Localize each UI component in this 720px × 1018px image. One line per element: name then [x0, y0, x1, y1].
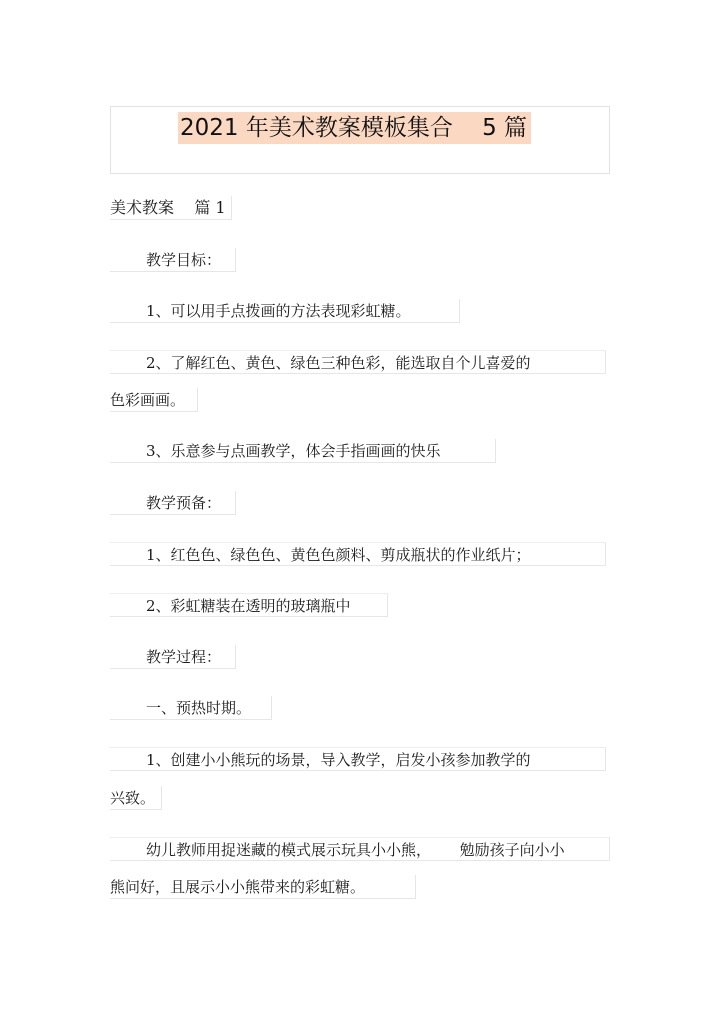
paragraph-line: 教学过程： — [110, 645, 236, 669]
paragraph-line: 1、可以用手点拨画的方法表现彩虹糖。 — [110, 299, 460, 323]
section-heading: 美术教案 篇 1 — [110, 196, 232, 220]
paragraph-line: 2、了解红色、黄色、绿色三种色彩，能选取自个儿喜爱的 — [110, 350, 606, 374]
paragraph-line: 教学预备： — [110, 491, 236, 515]
paragraph-line: 2、彩虹糖装在透明的玻璃瓶中 — [110, 593, 388, 617]
paragraph-line: 一、预热时期。 — [110, 696, 272, 720]
paragraph-line: 幼儿教师用捉迷藏的模式展示玩具小小熊， 勉励孩子向小小 — [110, 837, 610, 861]
paragraph-line: 色彩画画。 — [110, 388, 198, 412]
paragraph-line: 教学目标： — [110, 248, 236, 272]
paragraph-line: 熊问好，且展示小小熊带来的彩虹糖。 — [110, 875, 416, 899]
paragraph-line: 3、乐意参与点画教学，体会手指画画的快乐 — [110, 439, 496, 463]
document-title: 2021 年美术教案模板集合 5 篇 — [178, 112, 531, 144]
paragraph-line: 1、创建小小熊玩的场景，导入教学，启发小孩参加教学的 — [110, 747, 606, 771]
paragraph-line: 兴致。 — [110, 786, 162, 810]
paragraph-line: 1、红色色、绿色色、黄色色颜料、剪成瓶状的作业纸片； — [110, 542, 606, 566]
